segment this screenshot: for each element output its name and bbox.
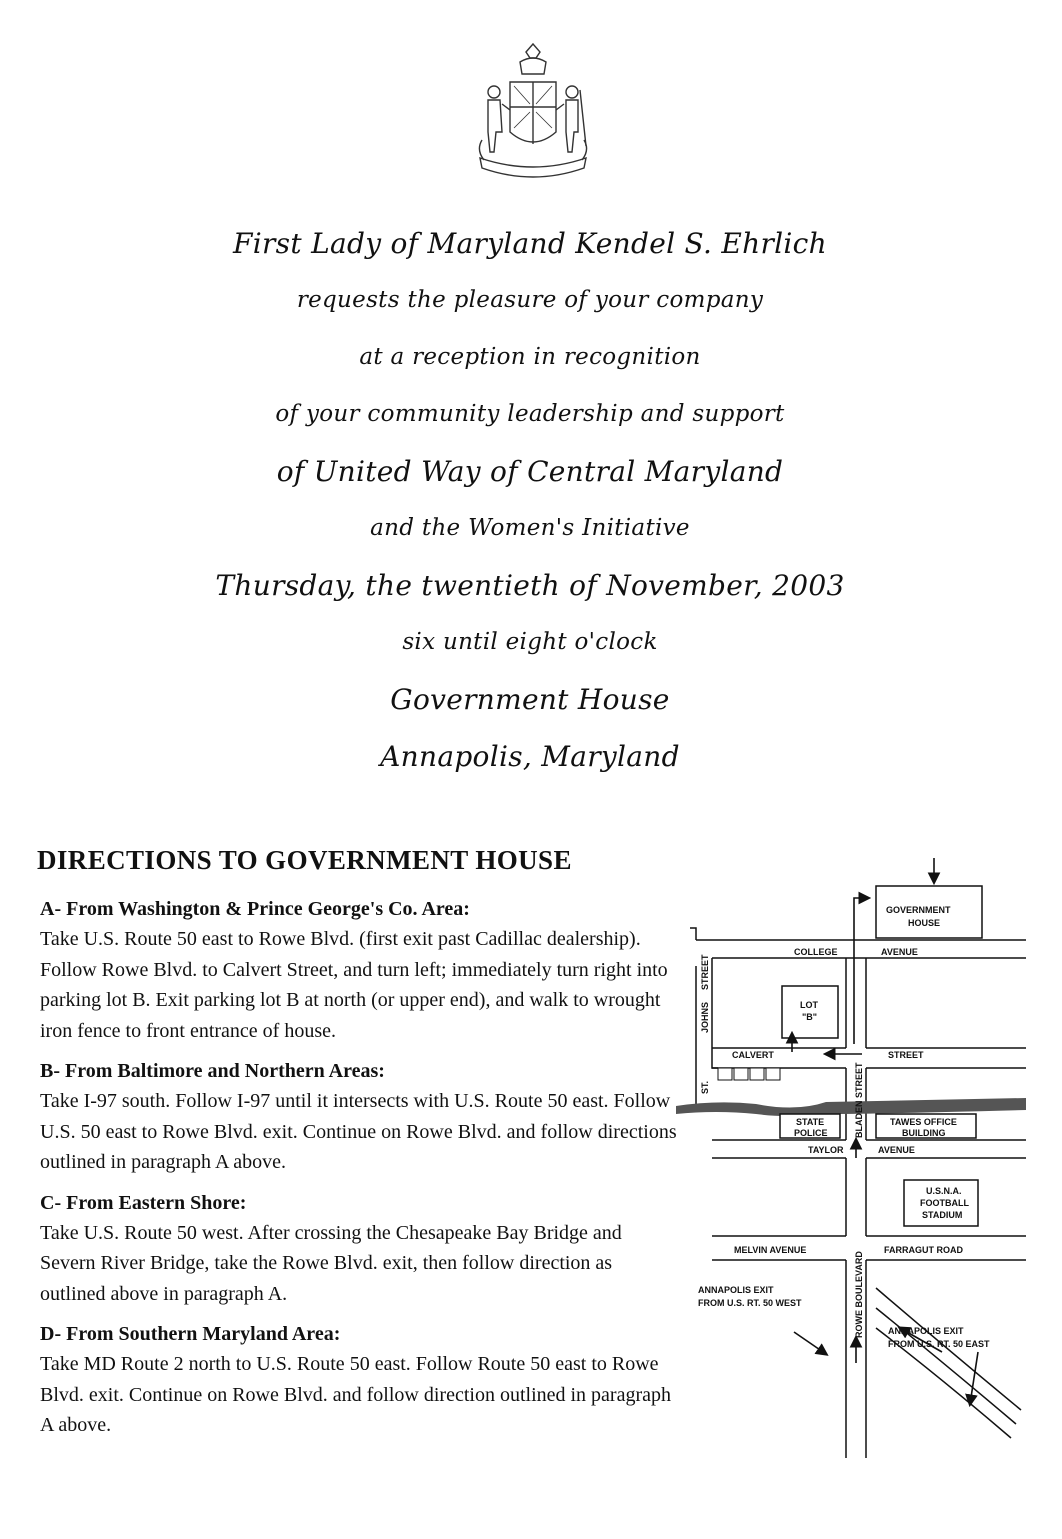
tawes-label: BUILDING bbox=[902, 1128, 946, 1138]
usna-label: STADIUM bbox=[922, 1210, 963, 1220]
exit-east-label: FROM U.S. RT. 50 EAST bbox=[888, 1339, 990, 1349]
state-police-label: STATE bbox=[796, 1117, 825, 1127]
paragraph-body: Take I-97 south. Follow I-97 until it intersects with U.S. Route 50 east. Follow U.S. 50 east to Rowe Blvd. exit. Continue on Rowe Blvd. and follow directions outlined in paragraph A above. bbox=[40, 1090, 677, 1173]
government-house-label: GOVERNMENT bbox=[886, 905, 951, 915]
exit-west-label: ANNAPOLIS EXIT bbox=[698, 1285, 774, 1295]
tawes-label: TAWES OFFICE bbox=[890, 1117, 957, 1127]
invitation-host: First Lady of Maryland Kendel S. Ehrlich bbox=[233, 227, 827, 260]
invitation-line: and the Women's Initiative bbox=[370, 515, 690, 541]
lot-label: "B" bbox=[802, 1012, 818, 1022]
invitation-time: six until eight o'clock bbox=[402, 629, 658, 655]
exit-west-label: FROM U.S. RT. 50 WEST bbox=[698, 1298, 802, 1308]
street-label: STREET bbox=[888, 1050, 924, 1060]
directions-section bbox=[37, 845, 677, 1451]
directions-paragraph bbox=[40, 1319, 677, 1441]
government-house-label: HOUSE bbox=[908, 918, 941, 928]
invitation-city: Annapolis, Maryland bbox=[380, 740, 680, 773]
lot-label: LOT bbox=[800, 1000, 818, 1010]
invitation-line: of your community leadership and support bbox=[275, 401, 785, 427]
farragut-label: FARRAGUT ROAD bbox=[884, 1245, 963, 1255]
st-johns-label: ST. bbox=[700, 1080, 710, 1094]
invitation-line: of United Way of Central Maryland bbox=[276, 455, 784, 488]
maryland-seal-icon bbox=[466, 40, 600, 190]
invitation-venue: Government House bbox=[390, 683, 670, 716]
directions-paragraph bbox=[40, 1188, 677, 1310]
directions-map bbox=[676, 858, 1026, 1468]
rowe-label: ROWE BOULEVARD bbox=[854, 1251, 864, 1338]
calvert-label: CALVERT bbox=[732, 1050, 774, 1060]
directions-paragraph bbox=[40, 1056, 677, 1178]
exit-east-arrow bbox=[970, 1352, 978, 1404]
invitation-date: Thursday, the twentieth of November, 2003 bbox=[215, 569, 845, 602]
st-johns-label: STREET bbox=[700, 954, 710, 990]
invitation-line: requests the pleasure of your company bbox=[296, 287, 764, 313]
taylor-label: TAYLOR bbox=[808, 1145, 844, 1155]
melvin-label: MELVIN AVENUE bbox=[734, 1245, 807, 1255]
st-johns-label: JOHNS bbox=[700, 1001, 710, 1033]
paragraph-heading: D- From Southern Maryland Area: bbox=[40, 1323, 341, 1345]
paragraph-body: Take U.S. Route 50 west. After crossing the Chesapeake Bay Bridge and Severn River Bridge, take the Rowe Blvd. exit, then follow direction as outlined above in paragraph A. bbox=[40, 1221, 622, 1305]
directions-paragraph bbox=[40, 894, 677, 1046]
paragraph-body: Take MD Route 2 north to U.S. Route 50 east. Follow Route 50 east to Rowe Blvd. exit. Continue on Rowe Blvd. and follow direction outlined in paragraph A above. bbox=[40, 1353, 672, 1436]
exit-east-label: ANNAPOLIS EXIT bbox=[888, 1326, 964, 1336]
avenue-label: AVENUE bbox=[878, 1145, 915, 1155]
usna-label: U.S.N.A. bbox=[926, 1186, 962, 1196]
state-police-label: POLICE bbox=[794, 1128, 828, 1138]
directions-title: DIRECTIONS TO GOVERNMENT HOUSE bbox=[37, 845, 572, 875]
usna-label: FOOTBALL bbox=[920, 1198, 969, 1208]
paragraph-heading: B- From Baltimore and Northern Areas: bbox=[40, 1060, 385, 1082]
college-label: COLLEGE bbox=[794, 947, 838, 957]
invitation-line: at a reception in recognition bbox=[359, 344, 701, 370]
avenue-label: AVENUE bbox=[881, 947, 918, 957]
paragraph-heading: A- From Washington & Prince George's Co. Area: bbox=[40, 898, 470, 920]
invitation-text bbox=[160, 215, 900, 785]
paragraph-heading: C- From Eastern Shore: bbox=[40, 1191, 247, 1214]
exit-west-arrow bbox=[794, 1332, 826, 1354]
bladen-label: BLADEN STREET bbox=[854, 1062, 864, 1138]
paragraph-body: Take U.S. Route 50 east to Rowe Blvd. (first exit past Cadillac dealership). Follow Rowe Blvd. to Calvert Street, and turn left; immediately turn right into parking lot B. Exit parking lot B at north (or upper end), and walk to wrought iron fence to front entrance of house. bbox=[40, 928, 668, 1042]
